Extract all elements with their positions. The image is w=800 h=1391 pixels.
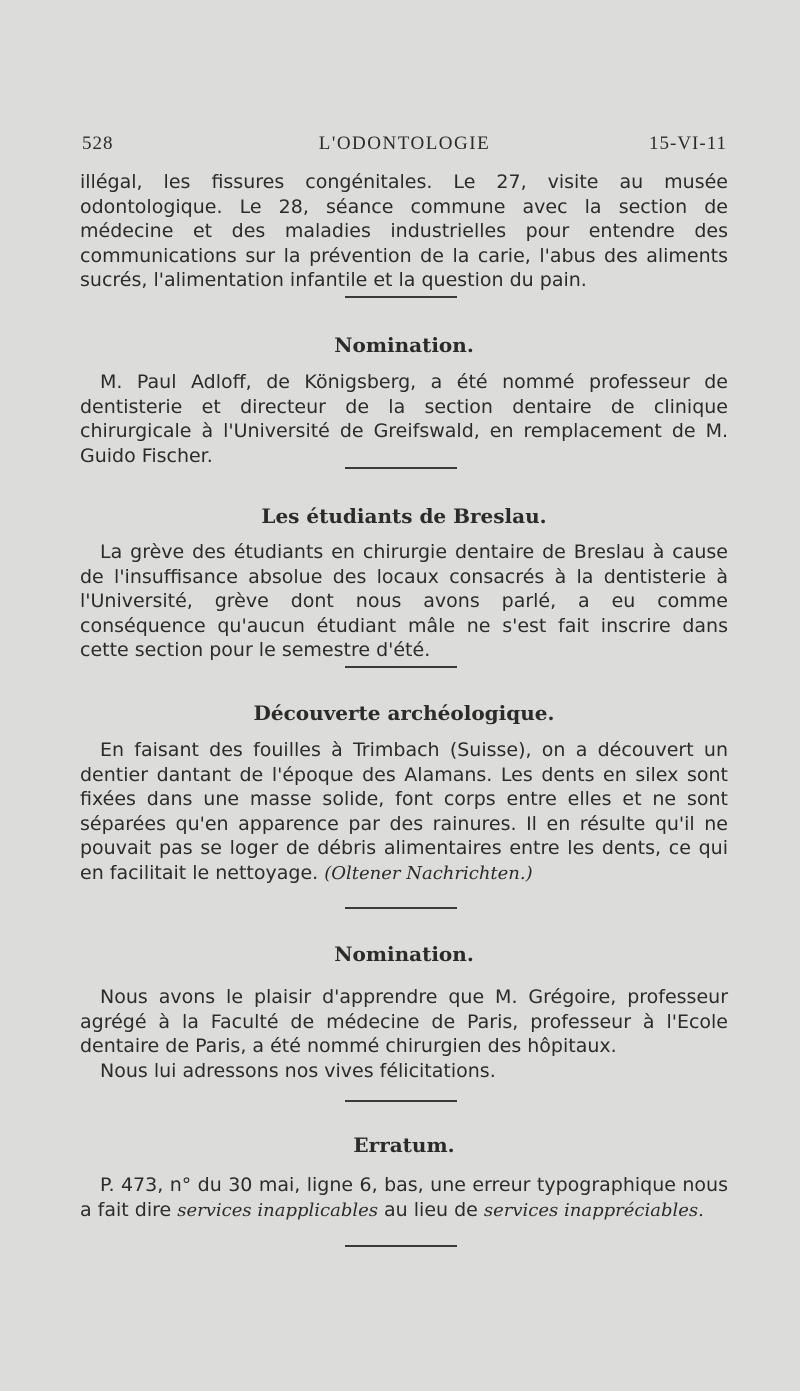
section-body [80, 370, 728, 468]
paragraph-text: P. 473, n° du 30 mai, ligne 6, bas, une erreur typographique nous a fait dire [80, 1174, 728, 1221]
paragraph: La grève des étudiants en chirurgie dentaire de Breslau à cause de l'insuffisance absolue des locaux consacrés à la dentisterie à l'Université, grève dont nous avons parlé, a eu comme conséquence qu'aucun étudiant mâle ne s'est fait inscrire dans cette section pour le semestre d'été. [80, 541, 728, 662]
page-number: 528 [82, 133, 114, 154]
section-title: Erratum. [353, 1133, 455, 1157]
section-title: Découverte archéologique. [253, 701, 555, 725]
running-header [82, 133, 727, 157]
section-divider [345, 1100, 457, 1102]
running-title: L'ODONTOLOGIE [318, 133, 491, 154]
paragraph [80, 1173, 728, 1223]
paragraph: Nous lui adressons nos vives félicitations. [100, 1059, 496, 1082]
paragraph: Nous avons le plaisir d'apprendre que M. Grégoire, professeur agrégé à la Faculté de médecine de Paris, professeur à l'Ecole dentaire de Paris, a été nommé chirurgien des hôpitaux. [80, 986, 728, 1058]
issue-date: 15-VI-11 [649, 133, 727, 154]
section-body [80, 738, 728, 887]
italic-phrase: services inapplicables [177, 1199, 378, 1221]
paragraph-text: En faisant des fouilles à Trimbach (Suisse), on a découvert un dentier dantant de l'époque des Alamans. Les dents en silex sont fixées dans une masse solide, font corps entre elles et ne sont séparées qu'en apparence par des rainures. Il en résulte qu'il ne pouvait pas se loger de débris alimentaires entre les dents, ce qui en facilitait le nettoyage. [80, 739, 728, 884]
section-body [80, 1173, 728, 1223]
section-divider [345, 467, 457, 469]
italic-phrase: services inappréciables. [483, 1199, 704, 1221]
section-title: Nomination. [334, 942, 474, 966]
paragraph: M. Paul Adloff, de Königsberg, a été nommé professeur de dentisterie et directeur de la section dentaire de clinique chirurgicale à l'Université de Greifswald, en remplacement de M. Guido Fischer. [80, 371, 728, 467]
intro-block [80, 170, 728, 293]
section-divider [345, 296, 457, 298]
section-body [80, 985, 728, 1083]
section-divider [345, 666, 457, 668]
section-title: Les étudiants de Breslau. [261, 504, 547, 528]
source-citation: (Oltener Nachrichten.) [324, 862, 533, 884]
paragraph [80, 738, 728, 887]
intro-paragraph: illégal, les fissures congénitales. Le 27, visite au musée odontologique. Le 28, séance commune avec la section de médecine et des maladies industrielles pour entendre des communications sur la prévention de la carie, l'abus des aliments sucrés, l'alimentation infantile et la question du pain. [80, 171, 728, 292]
section-divider [345, 1245, 457, 1247]
connector-text: au lieu de [378, 1198, 484, 1221]
section-divider [345, 907, 457, 909]
section-body [80, 540, 728, 663]
section-title: Nomination. [334, 333, 474, 357]
